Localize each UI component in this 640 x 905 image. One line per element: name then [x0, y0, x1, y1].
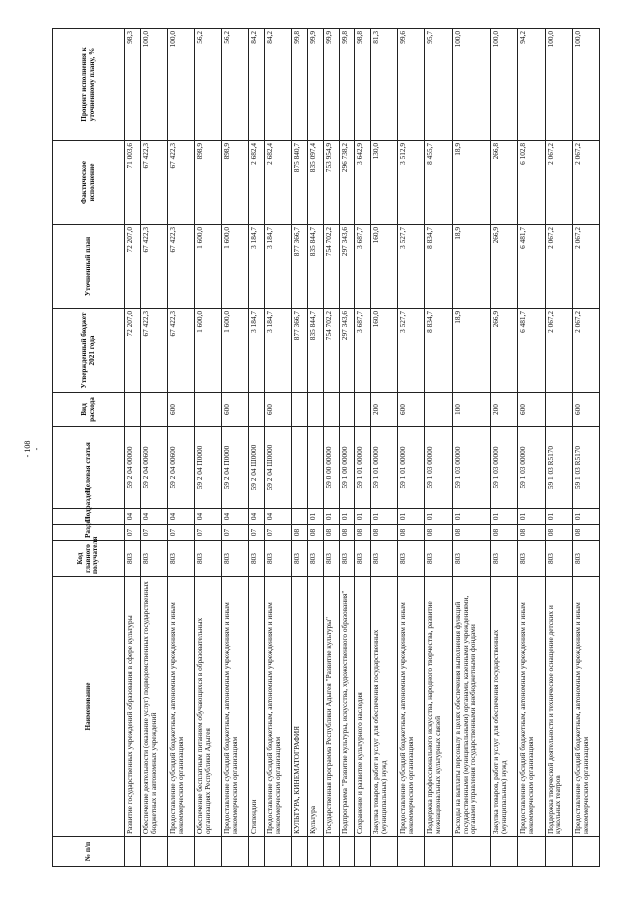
- cell-admin: 803: [323, 541, 339, 577]
- cell-admin: 803: [371, 541, 398, 577]
- cell-name: Предоставление субсидий бюджетным, автономным учреждениям и иным некоммерческим организациям: [572, 577, 599, 837]
- cell-num: [222, 837, 249, 867]
- cell-pr: 04: [265, 509, 292, 525]
- cell-plan: 3 687,7: [355, 225, 371, 309]
- cell-admin: 803: [518, 541, 545, 577]
- cell-fact: 3 642,9: [355, 141, 371, 225]
- cell-fact: 71 003,6: [125, 141, 141, 225]
- cell-name: Закупка товаров, работ и услуг для обеспечения государственных (муниципальных) нужд: [371, 577, 398, 837]
- cell-pct: 84,2: [249, 29, 265, 141]
- cell-vid: [195, 393, 222, 427]
- table-row: [545, 29, 572, 867]
- cell-rz: 07: [222, 525, 249, 541]
- cell-pct: 81,3: [371, 29, 398, 141]
- cell-rz: 08: [425, 525, 452, 541]
- cell-name: Предоставление субсидий бюджетным, автономным учреждениям и иным некоммерческим организациям: [265, 577, 292, 837]
- cell-plan: 2 067,2: [572, 225, 599, 309]
- cell-name: КУЛЬТУРА, КИНЕМАТОГРАФИЯ: [292, 577, 308, 837]
- cell-plan: 67 422,3: [140, 225, 167, 309]
- cell-vid: [308, 393, 324, 427]
- cell-plan: 72 207,0: [125, 225, 141, 309]
- cell-fact: 6 102,8: [518, 141, 545, 225]
- cell-vid: 600: [518, 393, 545, 427]
- cell-plan: 1 600,0: [222, 225, 249, 309]
- cell-num: [452, 837, 491, 867]
- cell-article: 59 1 01 00000: [398, 427, 425, 509]
- cell-approved: 1 600,0: [222, 309, 249, 393]
- cell-article: [292, 427, 308, 509]
- cell-approved: 3 184,7: [249, 309, 265, 393]
- cell-rz: 07: [140, 525, 167, 541]
- table-header-row: [53, 29, 125, 867]
- cell-name: Предоставление субсидий бюджетным, автономным учреждениям и иным некоммерческим организациям: [222, 577, 249, 837]
- cell-fact: 753 954,9: [323, 141, 339, 225]
- cell-rz: 07: [195, 525, 222, 541]
- col-header-razdel: Раздел: [53, 525, 125, 541]
- cell-vid: [249, 393, 265, 427]
- cell-pr: 04: [195, 509, 222, 525]
- cell-approved: 3 184,7: [265, 309, 292, 393]
- cell-num: [398, 837, 425, 867]
- cell-fact: 130,0: [371, 141, 398, 225]
- cell-admin: 803: [452, 541, 491, 577]
- cell-vid: 100: [452, 393, 491, 427]
- cell-num: [545, 837, 572, 867]
- table-row: [339, 29, 355, 867]
- cell-name: Государственная программа Республики Адыгея "Развитие культуры": [323, 577, 339, 837]
- cell-pr: 01: [572, 509, 599, 525]
- cell-num: [167, 837, 194, 867]
- cell-approved: 67 422,3: [167, 309, 194, 393]
- cell-fact: 18,9: [452, 141, 491, 225]
- cell-num: [491, 837, 518, 867]
- cell-num: [371, 837, 398, 867]
- cell-pct: 99,6: [398, 29, 425, 141]
- cell-article: 59 1 03 R5170: [572, 427, 599, 509]
- cell-admin: 803: [292, 541, 308, 577]
- cell-vid: [323, 393, 339, 427]
- cell-approved: 72 207,0: [125, 309, 141, 393]
- cell-vid: 600: [398, 393, 425, 427]
- cell-pct: 99,9: [308, 29, 324, 141]
- cell-plan: 8 834,7: [425, 225, 452, 309]
- cell-approved: 877 366,7: [292, 309, 308, 393]
- cell-approved: 160,0: [371, 309, 398, 393]
- cell-article: 59 2 04 Ш0000: [249, 427, 265, 509]
- cell-vid: [339, 393, 355, 427]
- cell-vid: 200: [491, 393, 518, 427]
- cell-admin: 803: [140, 541, 167, 577]
- cell-rz: 07: [167, 525, 194, 541]
- cell-vid: 600: [265, 393, 292, 427]
- cell-admin: 803: [425, 541, 452, 577]
- cell-plan: 1 600,0: [195, 225, 222, 309]
- cell-name: Обеспечение деятельности (оказание услуг) подведомственных государственных бюджетных и автономных учреждений: [140, 577, 167, 837]
- cell-vid: [292, 393, 308, 427]
- cell-name: Подпрограмма "Развитие культуры, искусства, художественного образования": [339, 577, 355, 837]
- cell-article: 59 1 03 00000: [425, 427, 452, 509]
- cell-admin: 803: [125, 541, 141, 577]
- col-header-approved: Утвержденный бюджет 2021 года: [53, 309, 125, 393]
- cell-article: 59 1 03 00000: [518, 427, 545, 509]
- cell-rz: 08: [398, 525, 425, 541]
- cell-rz: 08: [572, 525, 599, 541]
- cell-article: 59 2 04 00000: [125, 427, 141, 509]
- cell-article: 59 1 03 00000: [491, 427, 518, 509]
- cell-approved: 3 687,7: [355, 309, 371, 393]
- table-body: [125, 29, 600, 867]
- cell-num: [355, 837, 371, 867]
- cell-article: 59 2 04 П0000: [195, 427, 222, 509]
- table-row: [323, 29, 339, 867]
- col-header-plan: Уточненный план: [53, 225, 125, 309]
- cell-pr: 01: [339, 509, 355, 525]
- cell-fact: 898,9: [195, 141, 222, 225]
- cell-vid: [425, 393, 452, 427]
- cell-pr: 04: [249, 509, 265, 525]
- cell-pr: 01: [518, 509, 545, 525]
- cell-approved: 754 702,2: [323, 309, 339, 393]
- cell-rz: 07: [125, 525, 141, 541]
- budget-execution-table: [52, 28, 600, 867]
- cell-fact: 2 067,2: [572, 141, 599, 225]
- col-header-num: № п/п: [53, 837, 125, 867]
- cell-pr: 01: [425, 509, 452, 525]
- cell-rz: 08: [339, 525, 355, 541]
- cell-article: 59 1 01 00000: [371, 427, 398, 509]
- cell-rz: 08: [323, 525, 339, 541]
- cell-rz: 08: [355, 525, 371, 541]
- cell-approved: 67 422,3: [140, 309, 167, 393]
- cell-approved: 835 844,7: [308, 309, 324, 393]
- cell-fact: 8 455,7: [425, 141, 452, 225]
- col-header-percent: Процент исполнения к уточненному плану, %: [53, 29, 125, 141]
- cell-admin: 803: [572, 541, 599, 577]
- col-header-admin: Код главного получателя: [53, 541, 125, 577]
- cell-rz: 08: [518, 525, 545, 541]
- cell-pr: [292, 509, 308, 525]
- cell-admin: 803: [398, 541, 425, 577]
- cell-approved: 18,9: [452, 309, 491, 393]
- table-row: [222, 29, 249, 867]
- cell-pr: 01: [323, 509, 339, 525]
- cell-plan: 2 067,2: [545, 225, 572, 309]
- cell-admin: 803: [265, 541, 292, 577]
- cell-num: [125, 837, 141, 867]
- table-row: [572, 29, 599, 867]
- table-row: [125, 29, 141, 867]
- cell-article: 59 1 03 00000: [452, 427, 491, 509]
- cell-admin: 803: [195, 541, 222, 577]
- cell-admin: 803: [308, 541, 324, 577]
- cell-vid: [355, 393, 371, 427]
- cell-name: Поддержка профессионального искусства, народного творчества, развитие межнациональных культурных связей: [425, 577, 452, 837]
- cell-num: [572, 837, 599, 867]
- cell-fact: 835 097,4: [308, 141, 324, 225]
- cell-article: 59 2 04 00600: [140, 427, 167, 509]
- cell-pct: 100,0: [491, 29, 518, 141]
- cell-admin: 803: [167, 541, 194, 577]
- cell-approved: 266,9: [491, 309, 518, 393]
- cell-name: Сохранение и развитие культурного наследия: [355, 577, 371, 837]
- cell-pct: 100,0: [545, 29, 572, 141]
- cell-approved: 6 481,7: [518, 309, 545, 393]
- cell-fact: 67 422,3: [167, 141, 194, 225]
- cell-approved: 2 067,2: [572, 309, 599, 393]
- table-row: [292, 29, 308, 867]
- cell-name: Расходы на выплаты персоналу в целях обеспечения выполнения функций государственными (муниципальными) органами, казенными учреждениями, органами управления государственными внебюджетными фондами: [452, 577, 491, 837]
- rotated-table-container: [52, 29, 600, 867]
- cell-vid: 600: [222, 393, 249, 427]
- cell-fact: 898,9: [222, 141, 249, 225]
- cell-article: 59 1 00 00000: [339, 427, 355, 509]
- cell-pr: 04: [125, 509, 141, 525]
- cell-plan: 18,9: [452, 225, 491, 309]
- table-row: [425, 29, 452, 867]
- page-number: - 108 -: [23, 440, 41, 458]
- cell-article: 59 2 04 Ш0000: [265, 427, 292, 509]
- table-row: [195, 29, 222, 867]
- table-row: [518, 29, 545, 867]
- cell-pr: 01: [308, 509, 324, 525]
- cell-rz: 08: [491, 525, 518, 541]
- cell-article: 59 1 03 R5170: [545, 427, 572, 509]
- cell-admin: 803: [339, 541, 355, 577]
- cell-name: Обеспечение бесплатным питанием обучающихся в образовательных организациях Республики Адыгея: [195, 577, 222, 837]
- cell-plan: 266,9: [491, 225, 518, 309]
- cell-plan: 3 527,7: [398, 225, 425, 309]
- cell-pct: 100,0: [572, 29, 599, 141]
- cell-pr: 01: [371, 509, 398, 525]
- cell-pr: 01: [491, 509, 518, 525]
- cell-vid: [545, 393, 572, 427]
- cell-rz: 08: [292, 525, 308, 541]
- cell-pct: 99,9: [323, 29, 339, 141]
- cell-pct: 100,0: [167, 29, 194, 141]
- cell-pr: 01: [355, 509, 371, 525]
- cell-name: Предоставление субсидий бюджетным, автономным учреждениям и иным некоммерческим организациям: [398, 577, 425, 837]
- cell-pr: 04: [167, 509, 194, 525]
- cell-approved: 297 343,6: [339, 309, 355, 393]
- cell-article: [308, 427, 324, 509]
- cell-pr: 04: [222, 509, 249, 525]
- cell-name: Предоставление субсидий бюджетным, автономным учреждениям и иным некоммерческим организациям: [167, 577, 194, 837]
- table-row: [398, 29, 425, 867]
- cell-name: Культура: [308, 577, 324, 837]
- cell-fact: 2 682,4: [265, 141, 292, 225]
- cell-fact: 67 422,3: [140, 141, 167, 225]
- cell-pct: 100,0: [140, 29, 167, 141]
- cell-pct: 98,8: [355, 29, 371, 141]
- col-header-article: Целевая статья: [53, 427, 125, 509]
- cell-admin: 803: [355, 541, 371, 577]
- cell-name: Поддержка творческой деятельности и техническое оснащение детских и кукольных театров: [545, 577, 572, 837]
- cell-pct: 100,0: [452, 29, 491, 141]
- cell-pct: 56,2: [195, 29, 222, 141]
- cell-admin: 803: [249, 541, 265, 577]
- cell-vid: 600: [167, 393, 194, 427]
- cell-pct: 99,8: [339, 29, 355, 141]
- cell-pct: 99,8: [292, 29, 308, 141]
- cell-num: [323, 837, 339, 867]
- cell-admin: 803: [545, 541, 572, 577]
- table-row: [308, 29, 324, 867]
- cell-plan: 877 366,7: [292, 225, 308, 309]
- cell-plan: 3 184,7: [249, 225, 265, 309]
- col-header-name: Наименование: [53, 577, 125, 837]
- cell-approved: 2 067,2: [545, 309, 572, 393]
- cell-pct: 98,3: [125, 29, 141, 141]
- cell-article: 59 0 00 00000: [323, 427, 339, 509]
- table-row: [249, 29, 265, 867]
- table-row: [371, 29, 398, 867]
- cell-article: 59 1 01 00000: [355, 427, 371, 509]
- cell-vid: [125, 393, 141, 427]
- cell-num: [308, 837, 324, 867]
- cell-fact: 266,8: [491, 141, 518, 225]
- cell-plan: 6 481,7: [518, 225, 545, 309]
- cell-num: [195, 837, 222, 867]
- cell-name: Стипендии: [249, 577, 265, 837]
- cell-rz: 07: [265, 525, 292, 541]
- cell-plan: 67 422,3: [167, 225, 194, 309]
- cell-num: [518, 837, 545, 867]
- cell-name: Развитие государственных учреждений образования в сфере культуры: [125, 577, 141, 837]
- cell-article: 59 2 04 П0000: [222, 427, 249, 509]
- col-header-podrazdel: Подраздел: [53, 509, 125, 525]
- cell-fact: 3 512,9: [398, 141, 425, 225]
- cell-rz: 08: [545, 525, 572, 541]
- cell-rz: 08: [452, 525, 491, 541]
- cell-pr: 01: [398, 509, 425, 525]
- cell-admin: 803: [222, 541, 249, 577]
- cell-plan: 160,0: [371, 225, 398, 309]
- cell-fact: 2 682,4: [249, 141, 265, 225]
- cell-pct: 56,2: [222, 29, 249, 141]
- cell-vid: 200: [371, 393, 398, 427]
- cell-num: [292, 837, 308, 867]
- cell-plan: 754 702,2: [323, 225, 339, 309]
- cell-pct: 84,2: [265, 29, 292, 141]
- cell-fact: 2 067,2: [545, 141, 572, 225]
- cell-fact: 296 738,2: [339, 141, 355, 225]
- table-row: [452, 29, 491, 867]
- cell-plan: 297 343,6: [339, 225, 355, 309]
- cell-approved: 3 527,7: [398, 309, 425, 393]
- cell-num: [249, 837, 265, 867]
- cell-fact: 875 840,7: [292, 141, 308, 225]
- cell-pr: 01: [545, 509, 572, 525]
- table-row: [167, 29, 194, 867]
- cell-pct: 95,7: [425, 29, 452, 141]
- cell-vid: [140, 393, 167, 427]
- cell-name: Предоставление субсидий бюджетным, автономным учреждениям и иным некоммерческим организациям: [518, 577, 545, 837]
- col-header-fact: Фактическое исполнение: [53, 141, 125, 225]
- cell-approved: 1 600,0: [195, 309, 222, 393]
- cell-plan: 3 184,7: [265, 225, 292, 309]
- cell-num: [140, 837, 167, 867]
- cell-vid: 600: [572, 393, 599, 427]
- cell-rz: 08: [308, 525, 324, 541]
- cell-pr: 04: [140, 509, 167, 525]
- cell-article: 59 2 04 00600: [167, 427, 194, 509]
- col-header-vid: Вид расхода: [53, 393, 125, 427]
- cell-name: Закупка товаров, работ и услуг для обеспечения государственных (муниципальных) нужд: [491, 577, 518, 837]
- cell-plan: 835 844,7: [308, 225, 324, 309]
- cell-admin: 803: [491, 541, 518, 577]
- cell-rz: 07: [249, 525, 265, 541]
- table-row: [265, 29, 292, 867]
- cell-num: [339, 837, 355, 867]
- cell-pr: 01: [452, 509, 491, 525]
- cell-num: [425, 837, 452, 867]
- cell-pct: 94,2: [518, 29, 545, 141]
- table-row: [140, 29, 167, 867]
- cell-rz: 08: [371, 525, 398, 541]
- cell-approved: 8 834,7: [425, 309, 452, 393]
- table-row: [355, 29, 371, 867]
- table-row: [491, 29, 518, 867]
- cell-num: [265, 837, 292, 867]
